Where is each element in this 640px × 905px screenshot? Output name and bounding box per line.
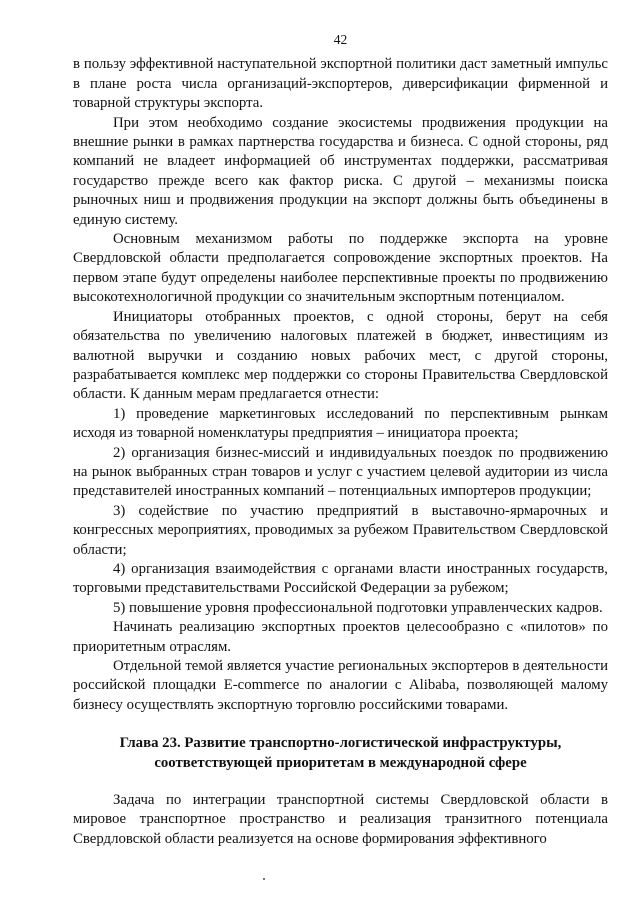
paragraph: 3) содействие по участию предприятий в выставочно-ярмарочных и конгрессных мероприятиях, проводимых за рубежом Правительством Свердловской области; — [73, 502, 608, 558]
paragraph: 4) организация взаимодействия с органами власти иностранных государств, торговыми представительствами Российской Федерации за рубежом; — [73, 560, 608, 597]
scan-speck — [263, 878, 265, 880]
paragraph: 5) повышение уровня профессиональной подготовки управленческих кадров. — [113, 599, 603, 616]
paragraph: При этом необходимо создание экосистемы продвижения продукции на внешние рынки в рамках партнерства государства и бизнеса. С одной стороны, ряд компаний не владеет информацией об инструментах поддержки, рассматривая государство прежде всего как фактор риска. С другой – механизмы поиска рыночных ниш и продвижения продукции на экспорт должны быть объединены в единую систему. — [73, 114, 608, 228]
page-number: 42 — [333, 32, 348, 47]
paragraph: Начинать реализацию экспортных проектов целесообразно с «пилотов» по приоритетным отраслям. — [73, 619, 608, 655]
paragraph: 1) проведение маркетинговых исследований по перспективным рынкам исходя из товарной номенклатуры предприятия – инициатора проекта; — [73, 405, 608, 442]
paragraph: 2) организация бизнес-миссий и индивидуальных поездок по продвижению на рынок выбранных стран товаров и услуг с участием целевой аудитории из числа представителей иностранных компаний – потенциальных импортеров продукции; — [73, 444, 608, 500]
chapter-heading-line-1: Глава 23. Развитие транспортно-логистической инфраструктуры, — [119, 735, 562, 752]
body-text — [73, 55, 608, 715]
paragraph: Отдельной темой является участие региональных экспортеров в деятельности российской площадки E-commerce по аналогии с Alibaba, позволяющей малому бизнесу осуществлять экспортную торговлю российскими товарами. — [73, 658, 608, 713]
document-page — [73, 30, 608, 849]
chapter-heading — [73, 734, 608, 773]
paragraph: в пользу эффективной наступательной экспортной политики даст заметный импульс в плане роста числа организаций-экспортеров, диверсификации фирменной и товарной структуры экспорта. — [73, 56, 608, 112]
paragraph: Инициаторы отобранных проектов, с одной стороны, берут на себя обязательства по увеличению налоговых платежей в бюджет, инвестициям из валютной выручки и созданию новых рабочих мест, с другой стороны, разрабатывается комплекс мер поддержки со стороны Правительства Свердловской области. К данным мерам предлагается отнести: — [73, 308, 608, 403]
paragraph: Основным механизмом работы по поддержке экспорта на уровне Свердловской области предполагается сопровождение экспортных проектов. На первом этапе будут определены наиболее перспективные проекты по продвижению высокотехнологичной продукции со значительным экспортным потенциалом. — [73, 231, 608, 306]
chapter-heading-line-2: соответствующей приоритетам в международной сфере — [154, 754, 527, 771]
closing-paragraph: Задача по интеграции транспортной системы Свердловской области в мировое транспортное пространство и реализация транзитного потенциала Свердловской области реализуется на основе формирования эффективного — [73, 792, 608, 847]
